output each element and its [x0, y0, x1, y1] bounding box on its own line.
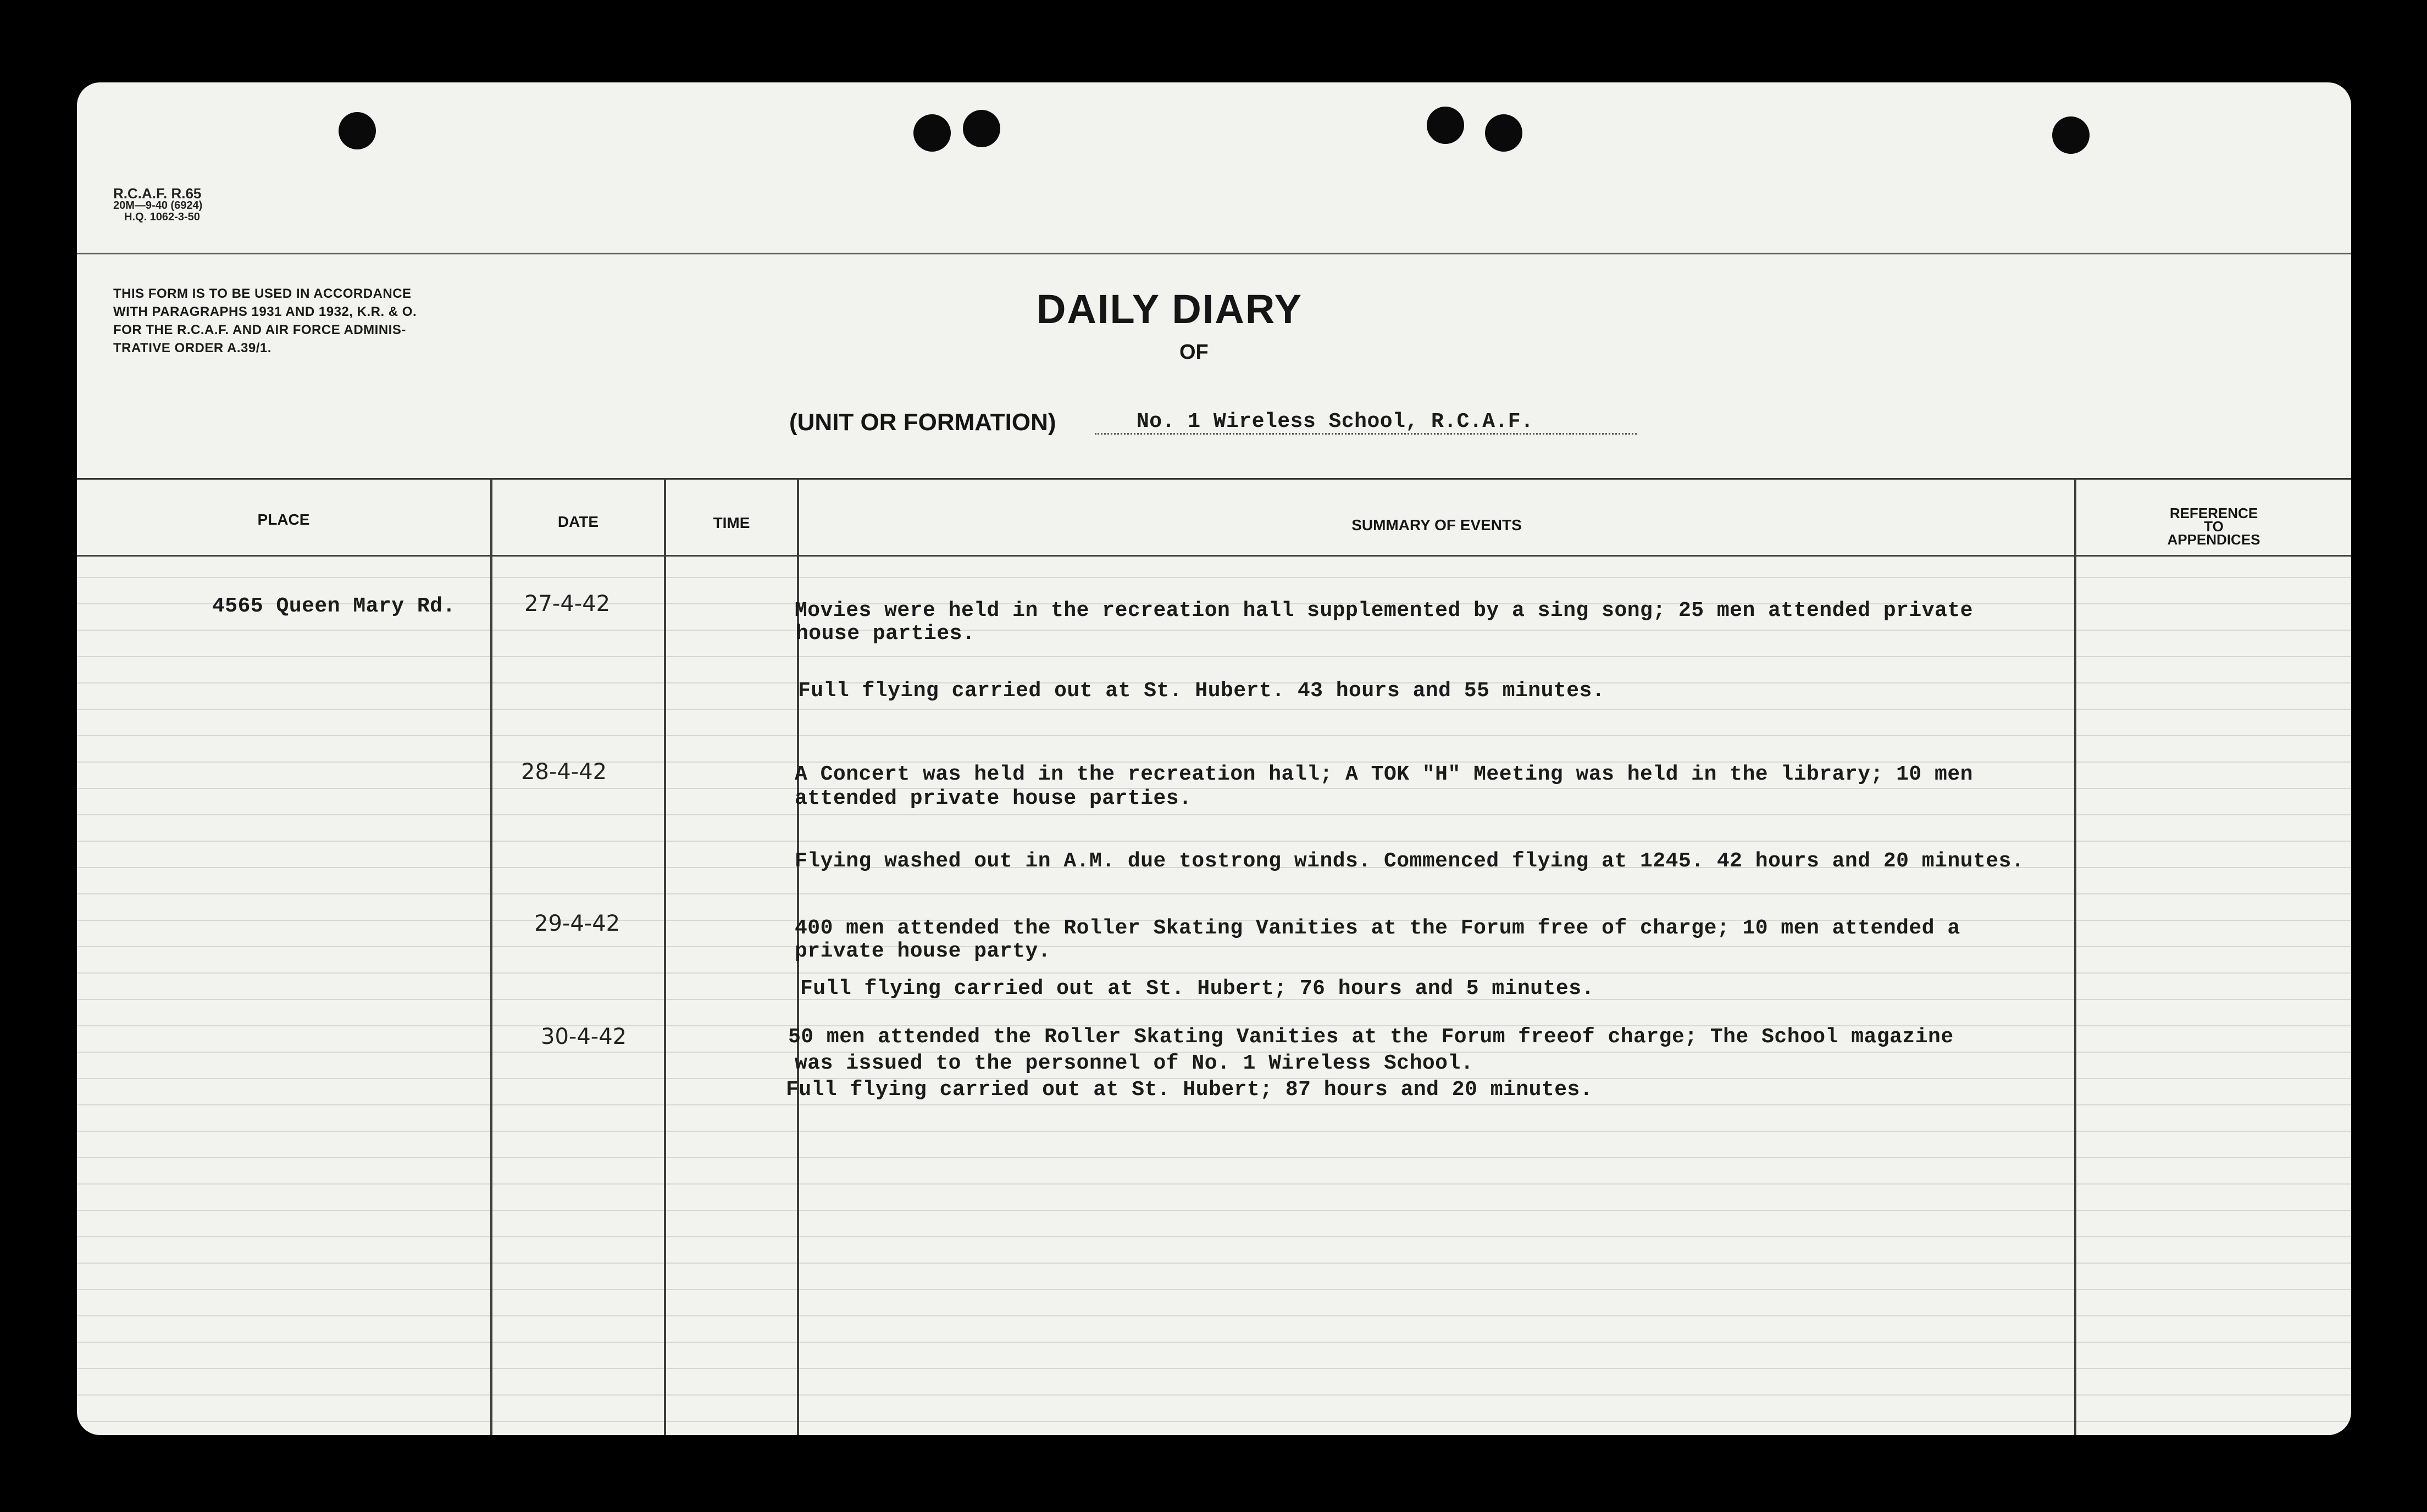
ruled-line — [77, 1315, 2351, 1316]
ruled-line — [77, 1263, 2351, 1264]
instruction-line: THIS FORM IS TO BE USED IN ACCORDANCE — [113, 286, 412, 301]
ruled-line — [77, 735, 2351, 736]
header-top-rule — [77, 253, 2351, 254]
ruled-line — [77, 630, 2351, 631]
ruled-line — [77, 1342, 2351, 1343]
punch-hole-1 — [339, 112, 376, 149]
entry-date: 27-4-42 — [524, 591, 611, 616]
ruled-line — [77, 972, 2351, 974]
entry-date: 28-4-42 — [521, 759, 607, 785]
ruled-line — [77, 1104, 2351, 1105]
ruled-line — [77, 1131, 2351, 1132]
ruled-line — [77, 577, 2351, 578]
reference-line: REFERENCE — [2169, 505, 2258, 521]
entry-line: Full flying carried out at St. Hubert; 76 hours and 5 minutes. — [800, 977, 1594, 1000]
entry-line: Full flying carried out at St. Hubert; 87 hours and 20 minutes. — [786, 1078, 1593, 1102]
form-code-line: H.Q. 1062-3-50 — [124, 211, 200, 223]
unit-label: (UNIT OR FORMATION) — [789, 409, 1056, 436]
column-header-place: PLACE — [257, 511, 310, 528]
form-code-line: 20M—9-40 (6924) — [113, 199, 203, 212]
entry-line: house parties. — [796, 622, 976, 646]
diary-card — [77, 82, 2351, 1435]
ruled-line — [77, 1368, 2351, 1369]
place-value: 4565 Queen Mary Rd. — [212, 594, 456, 618]
column-header-time: TIME — [713, 514, 750, 531]
ruled-line — [77, 814, 2351, 815]
ruled-line — [77, 709, 2351, 710]
punch-hole-2 — [913, 114, 951, 152]
entry-line: 50 men attended the Roller Skating Vanities at the Forum freeof charge; The School magazine — [788, 1025, 1954, 1049]
ruled-line — [77, 1421, 2351, 1422]
entry-line: private house party. — [795, 940, 1051, 963]
instruction-line: TRATIVE ORDER A.39/1. — [113, 341, 271, 355]
ruled-line — [77, 788, 2351, 789]
instruction-line: WITH PARAGRAPHS 1931 AND 1932, K.R. & O. — [113, 304, 417, 319]
column-header-rule — [77, 555, 2351, 557]
entry-date: 29-4-42 — [534, 911, 620, 936]
title-of: OF — [1179, 341, 1209, 364]
ruled-line — [77, 893, 2351, 894]
ruled-line — [77, 946, 2351, 947]
ruled-line — [77, 1236, 2351, 1237]
entry-line: was issued to the personnel of No. 1 Wireless School. — [795, 1052, 1474, 1075]
divider-date-time — [664, 478, 666, 1435]
form-code-line: R.C.A.F. R.65 — [113, 185, 202, 202]
entry-line: Full flying carried out at St. Hubert. 43 hours and 55 minutes. — [798, 679, 1605, 703]
ruled-line — [77, 841, 2351, 842]
punch-hole-4 — [1427, 107, 1464, 144]
column-header-summary: SUMMARY OF EVENTS — [1351, 516, 1522, 533]
ruled-line — [77, 1157, 2351, 1158]
ruled-line — [77, 1394, 2351, 1396]
ruled-line — [77, 1210, 2351, 1211]
entry-line: 400 men attended the Roller Skating Vanities at the Forum free of charge; 10 men attended a — [795, 916, 1960, 940]
punch-hole-3 — [963, 110, 1000, 147]
entry-date: 30-4-42 — [541, 1024, 627, 1049]
form-instructions — [113, 285, 417, 357]
ruled-line — [77, 1289, 2351, 1290]
divider-summary-reference — [2074, 478, 2076, 1435]
entry-line: Flying washed out in A.M. due tostrong winds. Commenced flying at 1245. 42 hours and 20 minutes. — [795, 849, 2025, 873]
reference-line: TO — [2204, 518, 2224, 535]
form-code — [113, 187, 202, 223]
entry-line: A Concert was held in the recreation hall; A TOK "H" Meeting was held in the library; 10 men — [795, 763, 1973, 786]
divider-place-date — [490, 478, 492, 1435]
column-header-date: DATE — [557, 513, 599, 530]
page-title: DAILY DIARY — [1037, 286, 1303, 332]
table-top-rule — [77, 478, 2351, 480]
punch-hole-6 — [2052, 116, 2090, 154]
ruled-line — [77, 1183, 2351, 1185]
reference-line: APPENDICES — [2167, 531, 2260, 548]
ruled-line — [77, 656, 2351, 657]
entry-line: attended private house parties. — [795, 787, 1192, 810]
column-header-reference — [2076, 507, 2351, 546]
punch-hole-5 — [1485, 114, 1522, 152]
unit-value: No. 1 Wireless School, R.C.A.F. — [1137, 410, 1534, 433]
entry-line: Movies were held in the recreation hall supplemented by a sing song; 25 men attended private — [795, 599, 1973, 622]
instruction-line: FOR THE R.C.A.F. AND AIR FORCE ADMINIS- — [113, 323, 406, 337]
